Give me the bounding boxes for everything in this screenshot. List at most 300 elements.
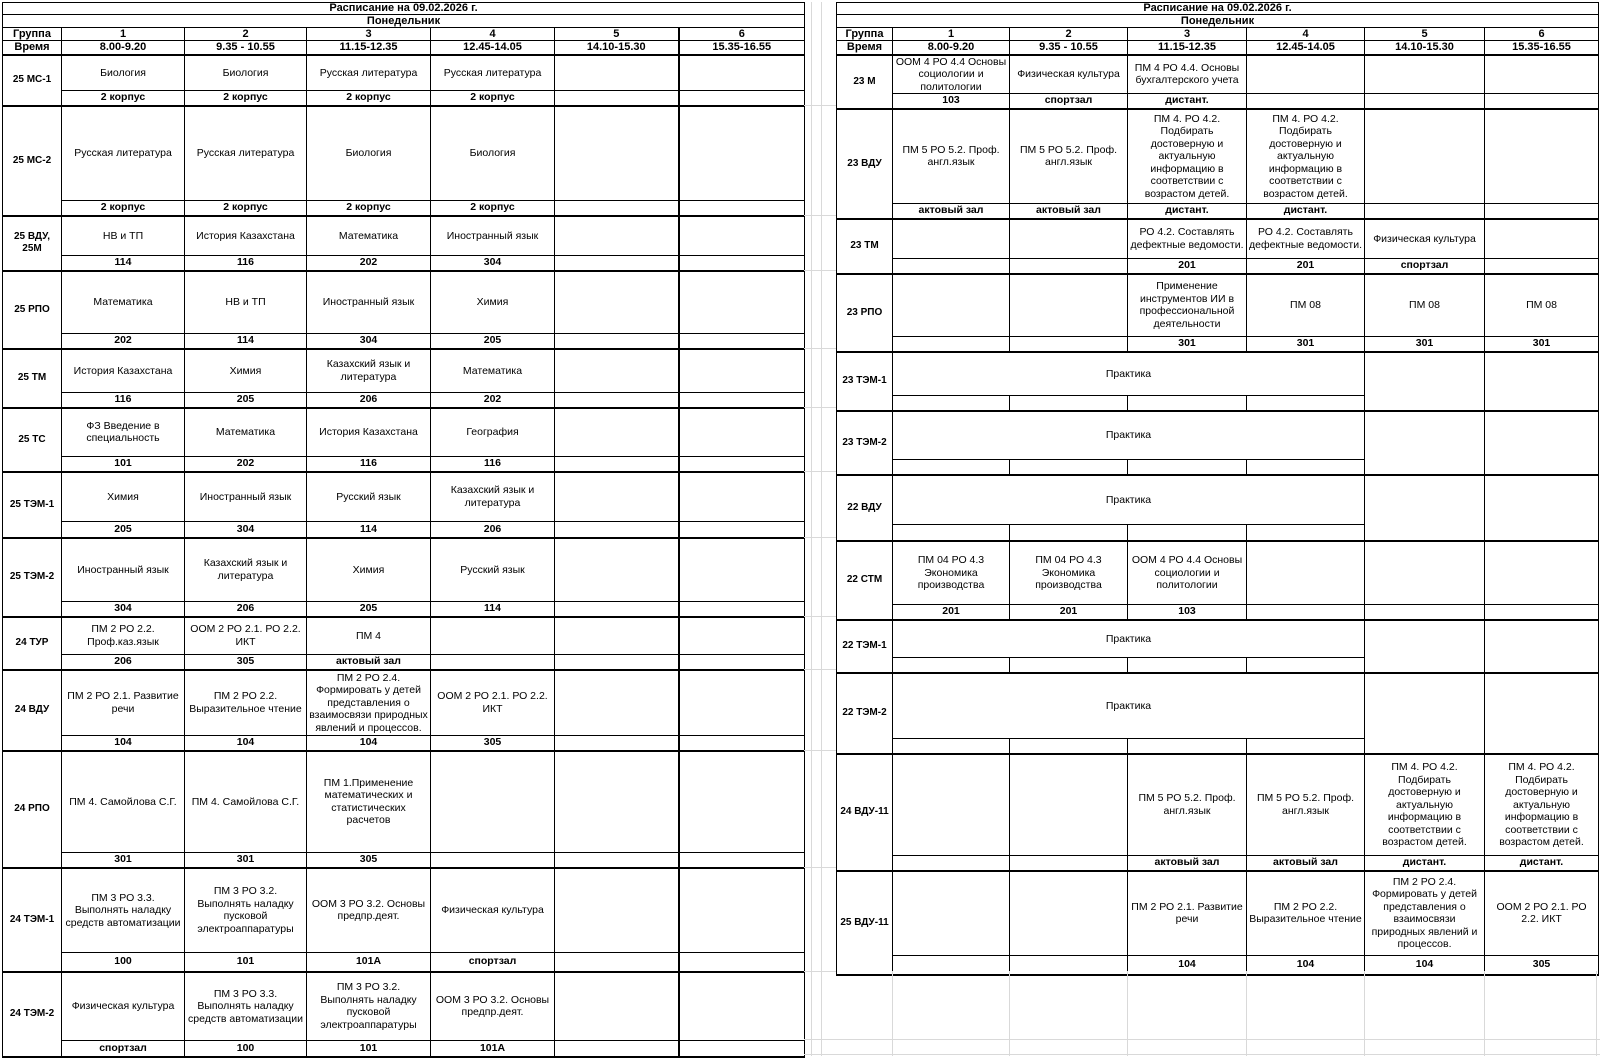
room-cell <box>555 201 679 216</box>
faint-gridline <box>1484 971 1485 1056</box>
room-cell <box>893 956 1010 975</box>
room-cell <box>555 1041 679 1057</box>
subject-cell <box>1247 541 1365 605</box>
room-cell: 202 <box>185 457 307 472</box>
room-cell: 116 <box>307 457 431 472</box>
room-cell: 116 <box>62 393 185 408</box>
room-cell <box>1365 204 1485 219</box>
room-cell: 2 корпус <box>431 91 555 106</box>
time-slot-header: 15.35-16.55 <box>679 41 805 55</box>
room-cell: спортзал <box>431 953 555 972</box>
lesson-number-header: 6 <box>1485 28 1599 41</box>
subject-cell: ПМ 08 <box>1365 274 1485 337</box>
faint-gridline <box>1364 971 1365 1056</box>
room-cell <box>1247 94 1365 109</box>
subject-cell: ПМ 08 <box>1247 274 1365 337</box>
room-cell <box>1010 259 1128 274</box>
room-cell <box>555 457 679 472</box>
lesson-number-header: 3 <box>307 28 431 41</box>
room-cell: актовый зал <box>1010 204 1128 219</box>
subject-cell: История Казахстана <box>62 349 185 393</box>
group-cell: 25 ВДУ-11 <box>837 871 893 975</box>
time-slot-header: 11.15-12.35 <box>307 41 431 55</box>
group-cell: 24 ТЭМ-2 <box>3 972 62 1057</box>
subject-cell <box>679 670 805 736</box>
subject-cell <box>679 617 805 655</box>
subject-cell: Математика <box>185 408 307 457</box>
room-cell <box>1128 396 1247 411</box>
room-cell <box>555 602 679 617</box>
room-cell: 305 <box>185 655 307 670</box>
room-cell: спортзал <box>62 1041 185 1057</box>
group-cell: 25 МС-2 <box>3 106 62 216</box>
subject-cell <box>679 472 805 522</box>
subject-cell: Русская литература <box>62 106 185 201</box>
group-cell: 22 ВДУ <box>837 475 893 541</box>
room-cell <box>1010 658 1128 673</box>
subject-cell <box>679 106 805 201</box>
subject-cell: РО 4.2. Составлять дефектные ведомости. <box>1128 219 1247 259</box>
faint-gridline <box>821 2 822 1056</box>
room-cell <box>893 658 1010 673</box>
room-cell: 2 корпус <box>185 201 307 216</box>
subject-cell: ПМ 5 РО 5.2. Проф. англ.язык <box>1128 754 1247 856</box>
room-cell: 201 <box>1128 259 1247 274</box>
room-cell <box>1010 739 1128 754</box>
room-cell: 104 <box>1365 956 1485 975</box>
room-cell: дистант. <box>1485 856 1599 871</box>
room-cell <box>1128 658 1247 673</box>
lesson-number-header: 5 <box>1365 28 1485 41</box>
room-cell <box>893 396 1010 411</box>
right-schedule-table <box>836 2 1599 976</box>
faint-gridline <box>804 215 836 216</box>
subject-cell: ПМ 4. РО 4.2. Подбирать достоверную и актуальную информацию в соответствии с возрастом детей. <box>1485 754 1599 856</box>
subject-cell <box>555 106 679 201</box>
room-cell: 2 корпус <box>62 201 185 216</box>
room-cell: спортзал <box>1010 94 1128 109</box>
subject-cell: ООМ 3 РО 3.2. Основы предпр.деят. <box>307 868 431 953</box>
subject-cell <box>1485 219 1599 259</box>
room-cell <box>893 525 1010 541</box>
room-cell: 101 <box>307 1041 431 1057</box>
faint-gridline <box>804 348 836 349</box>
subject-cell: Русская литература <box>431 55 555 91</box>
group-cell: 25 ТЭМ-2 <box>3 538 62 617</box>
empty-cell <box>1365 411 1485 475</box>
room-cell: 100 <box>185 1041 307 1057</box>
group-cell: 23 РПО <box>837 274 893 352</box>
room-cell: 103 <box>893 94 1010 109</box>
group-cell: 25 ТС <box>3 408 62 472</box>
subject-cell <box>1010 219 1128 259</box>
room-cell: 206 <box>185 602 307 617</box>
room-cell: 201 <box>1247 259 1365 274</box>
group-cell: 22 ТЭМ-1 <box>837 620 893 673</box>
subject-cell: Математика <box>62 271 185 334</box>
subject-cell: ПМ 4 <box>307 617 431 655</box>
room-cell <box>555 522 679 538</box>
day-header: Понедельник <box>837 15 1599 28</box>
room-cell: 114 <box>185 334 307 349</box>
room-cell: 114 <box>62 256 185 271</box>
subject-cell <box>1010 274 1128 337</box>
subject-cell <box>679 271 805 334</box>
room-cell: 305 <box>1485 956 1599 975</box>
subject-cell <box>893 274 1010 337</box>
room-cell <box>1365 94 1485 109</box>
subject-cell: ПМ 2 РО 2.4. Формировать у детей представления о взаимосвязи природных явлений и процессов. <box>307 670 431 736</box>
room-cell: 2 корпус <box>185 91 307 106</box>
room-cell: 2 корпус <box>307 91 431 106</box>
subject-cell: ООМ 2 РО 2.1. РО 2.2. ИКТ <box>185 617 307 655</box>
room-cell: 304 <box>307 334 431 349</box>
subject-cell <box>555 271 679 334</box>
time-slot-header: 15.35-16.55 <box>1485 41 1599 55</box>
room-cell <box>1247 396 1365 411</box>
subject-cell <box>679 972 805 1041</box>
group-cell: 25 ТЭМ-1 <box>3 472 62 538</box>
subject-cell: ООМ 2 РО 2.1. РО 2.2. ИКТ <box>1485 871 1599 956</box>
subject-cell <box>679 538 805 602</box>
group-cell: 24 ТЭМ-1 <box>3 868 62 972</box>
room-cell: 103 <box>1128 605 1247 620</box>
subject-cell: Казахский язык и литература <box>431 472 555 522</box>
faint-gridline <box>804 105 836 106</box>
room-cell: 301 <box>185 853 307 868</box>
room-cell: 202 <box>307 256 431 271</box>
room-cell: 301 <box>1365 337 1485 352</box>
subject-cell <box>893 871 1010 956</box>
group-cell: 25 РПО <box>3 271 62 349</box>
subject-cell: ООМ 2 РО 2.1. РО 2.2. ИКТ <box>431 670 555 736</box>
room-cell: 114 <box>431 602 555 617</box>
subject-cell: История Казахстана <box>307 408 431 457</box>
lesson-number-header: 2 <box>185 28 307 41</box>
subject-cell: ПМ 3 РО 3.3. Выполнять наладку средств автоматизации <box>62 868 185 953</box>
subject-cell: Русский язык <box>307 472 431 522</box>
room-cell <box>1247 525 1365 541</box>
lesson-number-header: 4 <box>431 28 555 41</box>
group-column-header: Группа <box>837 28 893 41</box>
lesson-number-header: 3 <box>1128 28 1247 41</box>
subject-cell <box>555 349 679 393</box>
merged-subject-cell: Практика <box>893 352 1365 396</box>
subject-cell <box>555 617 679 655</box>
room-cell: 205 <box>185 393 307 408</box>
subject-cell <box>1485 109 1599 204</box>
room-cell: 2 корпус <box>62 91 185 106</box>
room-cell <box>679 256 805 271</box>
room-cell <box>1247 739 1365 754</box>
subject-cell <box>555 216 679 256</box>
empty-cell <box>1365 475 1485 541</box>
time-column-header: Время <box>3 41 62 55</box>
room-cell: 104 <box>1128 956 1247 975</box>
room-cell: 206 <box>307 393 431 408</box>
room-cell: 205 <box>62 522 185 538</box>
time-slot-header: 8.00-9.20 <box>62 41 185 55</box>
faint-gridline <box>1009 971 1010 1056</box>
faint-gridline <box>1596 971 1597 1056</box>
subject-cell <box>555 472 679 522</box>
faint-gridline <box>804 270 836 271</box>
subject-cell: ООМ 4 РО 4.4 Основы социологии и политологии <box>893 55 1010 94</box>
room-cell <box>555 334 679 349</box>
room-cell: 101 <box>62 457 185 472</box>
room-cell: дистант. <box>1247 204 1365 219</box>
subject-cell <box>679 55 805 91</box>
subject-cell <box>1365 55 1485 94</box>
subject-cell: ПМ 3 РО 3.2. Выполнять наладку пусковой электроаппаратуры <box>185 868 307 953</box>
room-cell <box>1247 605 1365 620</box>
subject-cell: Химия <box>62 472 185 522</box>
room-cell: 116 <box>185 256 307 271</box>
subject-cell: ПМ 2 РО 2.1. Развитие речи <box>1128 871 1247 956</box>
time-slot-header: 14.10-15.30 <box>555 41 679 55</box>
room-cell: дистант. <box>1365 856 1485 871</box>
room-cell <box>679 457 805 472</box>
subject-cell <box>555 670 679 736</box>
room-cell <box>679 1041 805 1057</box>
merged-subject-cell: Практика <box>893 620 1365 658</box>
time-slot-header: 9.35 - 10.55 <box>1010 41 1128 55</box>
empty-cell <box>1485 673 1599 754</box>
room-cell: 206 <box>431 522 555 538</box>
subject-cell <box>1485 55 1599 94</box>
room-cell <box>1128 460 1247 475</box>
empty-cell <box>1485 620 1599 673</box>
room-cell: 104 <box>1247 956 1365 975</box>
room-cell <box>1010 337 1128 352</box>
room-cell: 101А <box>307 953 431 972</box>
subject-cell: ООМ 3 РО 3.2. Основы предпр.деят. <box>431 972 555 1041</box>
room-cell: 301 <box>1128 337 1247 352</box>
time-slot-header: 14.10-15.30 <box>1365 41 1485 55</box>
subject-cell: Казахский язык и литература <box>185 538 307 602</box>
room-cell <box>1485 259 1599 274</box>
room-cell <box>679 393 805 408</box>
room-cell: 2 корпус <box>431 201 555 216</box>
room-cell <box>1010 956 1128 975</box>
room-cell <box>555 393 679 408</box>
subject-cell <box>555 408 679 457</box>
subject-cell: ПМ 4. Самойлова С.Г. <box>62 751 185 853</box>
lesson-number-header: 2 <box>1010 28 1128 41</box>
room-cell <box>1485 605 1599 620</box>
room-cell <box>679 91 805 106</box>
subject-cell: ФЗ Введение в специальность <box>62 408 185 457</box>
room-cell: 201 <box>893 605 1010 620</box>
room-cell <box>679 736 805 751</box>
room-cell: 205 <box>431 334 555 349</box>
room-cell <box>679 522 805 538</box>
group-cell: 24 РПО <box>3 751 62 868</box>
subject-cell: Иностранный язык <box>62 538 185 602</box>
subject-cell: География <box>431 408 555 457</box>
faint-gridline <box>804 867 836 868</box>
subject-cell: ПМ 2 РО 2.1. Развитие речи <box>62 670 185 736</box>
room-cell: 116 <box>431 457 555 472</box>
room-cell <box>893 337 1010 352</box>
group-cell: 23 М <box>837 55 893 109</box>
subject-cell <box>555 868 679 953</box>
subject-cell: Русская литература <box>307 55 431 91</box>
time-slot-header: 12.45-14.05 <box>431 41 555 55</box>
room-cell: актовый зал <box>1247 856 1365 871</box>
subject-cell: НВ и ТП <box>185 271 307 334</box>
subject-cell: Биология <box>307 106 431 201</box>
subject-cell: ПМ 3 РО 3.3. Выполнять наладку средств автоматизации <box>185 972 307 1041</box>
empty-cell <box>1485 475 1599 541</box>
group-cell: 25 ТМ <box>3 349 62 408</box>
room-cell: актовый зал <box>1128 856 1247 871</box>
room-cell <box>555 853 679 868</box>
room-cell <box>555 736 679 751</box>
subject-cell: Биология <box>431 106 555 201</box>
empty-cell <box>1485 352 1599 411</box>
group-cell: 24 ТУР <box>3 617 62 670</box>
subject-cell: Физическая культура <box>431 868 555 953</box>
room-cell <box>1247 658 1365 673</box>
subject-cell: ПМ 2 РО 2.2. Выразительное чтение <box>185 670 307 736</box>
subject-cell: ПМ 4 РО 4.4. Основы бухгалтерского учета <box>1128 55 1247 94</box>
group-cell: 22 ТЭМ-2 <box>837 673 893 754</box>
group-cell: 23 ТЭМ-2 <box>837 411 893 475</box>
room-cell <box>431 853 555 868</box>
schedule-title: Расписание на 09.02.2026 г. <box>3 3 805 15</box>
room-cell: 301 <box>62 853 185 868</box>
subject-cell: Иностранный язык <box>431 216 555 256</box>
lesson-number-header: 6 <box>679 28 805 41</box>
subject-cell: ПМ 4. РО 4.2. Подбирать достоверную и актуальную информацию в соответствии с возрастом детей. <box>1365 754 1485 856</box>
subject-cell: ПМ 3 РО 3.2. Выполнять наладку пусковой электроаппаратуры <box>307 972 431 1041</box>
time-slot-header: 8.00-9.20 <box>893 41 1010 55</box>
room-cell: 101 <box>185 953 307 972</box>
room-cell: актовый зал <box>893 204 1010 219</box>
room-cell: 304 <box>431 256 555 271</box>
subject-cell: История Казахстана <box>185 216 307 256</box>
faint-gridline <box>804 1054 1600 1055</box>
group-cell: 25 МС-1 <box>3 55 62 106</box>
subject-cell <box>893 219 1010 259</box>
room-cell <box>679 853 805 868</box>
room-cell <box>555 953 679 972</box>
room-cell: 202 <box>431 393 555 408</box>
time-slot-header: 9.35 - 10.55 <box>185 41 307 55</box>
subject-cell: ПМ 1.Применение математических и статистических расчетов <box>307 751 431 853</box>
merged-subject-cell: Практика <box>893 475 1365 525</box>
subject-cell: Казахский язык и литература <box>307 349 431 393</box>
subject-cell <box>431 617 555 655</box>
group-cell: 23 ТЭМ-1 <box>837 352 893 411</box>
group-cell: 23 ТМ <box>837 219 893 274</box>
room-cell <box>1485 94 1599 109</box>
time-slot-header: 11.15-12.35 <box>1128 41 1247 55</box>
subject-cell <box>679 868 805 953</box>
subject-cell <box>555 55 679 91</box>
subject-cell: ПМ 2 РО 2.4. Формировать у детей представления о взаимосвязи природных явлений и процессов. <box>1365 871 1485 956</box>
subject-cell: Химия <box>185 349 307 393</box>
subject-cell <box>1010 754 1128 856</box>
room-cell: 202 <box>62 334 185 349</box>
faint-gridline <box>804 407 836 408</box>
room-cell <box>679 953 805 972</box>
group-column-header: Группа <box>3 28 62 41</box>
schedule-title: Расписание на 09.02.2026 г. <box>837 3 1599 15</box>
subject-cell: РО 4.2. Составлять дефектные ведомости. <box>1247 219 1365 259</box>
faint-gridline <box>1127 971 1128 1056</box>
subject-cell <box>893 754 1010 856</box>
room-cell: 114 <box>307 522 431 538</box>
lesson-number-header: 4 <box>1247 28 1365 41</box>
room-cell <box>1010 460 1128 475</box>
room-cell: 2 корпус <box>307 201 431 216</box>
room-cell <box>1247 460 1365 475</box>
group-cell: 25 ВДУ, 25М <box>3 216 62 271</box>
subject-cell <box>1365 541 1485 605</box>
room-cell: 304 <box>185 522 307 538</box>
subject-cell: Математика <box>307 216 431 256</box>
room-cell <box>1365 605 1485 620</box>
room-cell <box>679 655 805 670</box>
subject-cell <box>679 408 805 457</box>
subject-cell: ПМ 4. Самойлова С.Г. <box>185 751 307 853</box>
room-cell <box>431 655 555 670</box>
room-cell: 101А <box>431 1041 555 1057</box>
room-cell: 305 <box>431 736 555 751</box>
subject-cell <box>679 216 805 256</box>
subject-cell: ПМ 4. РО 4.2. Подбирать достоверную и актуальную информацию в соответствии с возрастом детей. <box>1247 109 1365 204</box>
faint-gridline <box>804 1039 1600 1040</box>
room-cell <box>893 856 1010 871</box>
subject-cell: ПМ 08 <box>1485 274 1599 337</box>
room-cell: дистант. <box>1128 94 1247 109</box>
faint-gridline <box>804 471 836 472</box>
day-header: Понедельник <box>3 15 805 28</box>
subject-cell: ПМ 2 РО 2.2. Проф.каз.язык <box>62 617 185 655</box>
subject-cell: Химия <box>431 271 555 334</box>
merged-subject-cell: Практика <box>893 411 1365 460</box>
subject-cell: ПМ 5 РО 5.2. Проф. англ.язык <box>893 109 1010 204</box>
subject-cell: Русский язык <box>431 538 555 602</box>
empty-cell <box>1485 411 1599 475</box>
room-cell: 104 <box>185 736 307 751</box>
subject-cell: Математика <box>431 349 555 393</box>
room-cell <box>555 91 679 106</box>
room-cell: дистант. <box>1128 204 1247 219</box>
merged-subject-cell: Практика <box>893 673 1365 739</box>
subject-cell <box>679 349 805 393</box>
lesson-number-header: 1 <box>893 28 1010 41</box>
subject-cell: Иностранный язык <box>307 271 431 334</box>
subject-cell: НВ и ТП <box>62 216 185 256</box>
room-cell: 100 <box>62 953 185 972</box>
room-cell: 201 <box>1010 605 1128 620</box>
room-cell: 305 <box>307 853 431 868</box>
subject-cell: Биология <box>62 55 185 91</box>
subject-cell <box>555 972 679 1041</box>
room-cell <box>1485 204 1599 219</box>
room-cell: 206 <box>62 655 185 670</box>
subject-cell <box>1247 55 1365 94</box>
empty-cell <box>1365 352 1485 411</box>
lesson-number-header: 5 <box>555 28 679 41</box>
room-cell <box>679 602 805 617</box>
subject-cell: Физическая культура <box>62 972 185 1041</box>
subject-cell <box>1365 109 1485 204</box>
time-slot-header: 12.45-14.05 <box>1247 41 1365 55</box>
